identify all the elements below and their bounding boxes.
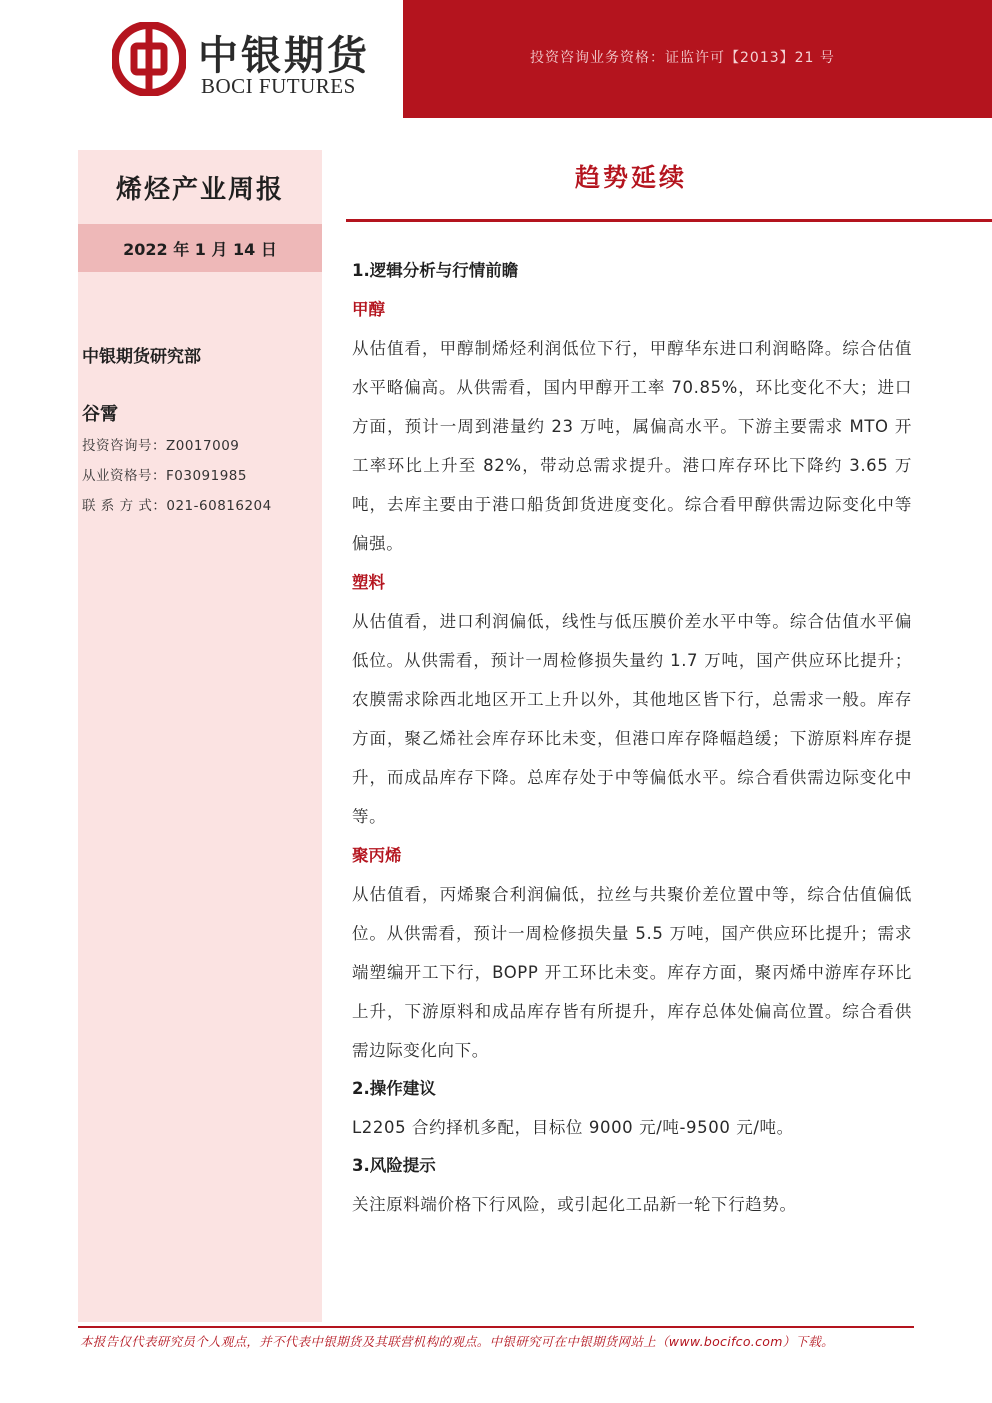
section-heading-analysis: 1.逻辑分析与行情前瞻 <box>352 261 519 280</box>
paragraph-plastic: 从估值看，进口利润偏低，线性与低压膜价差水平中等。综合估值水平偏低位。从供需看，预计一周检修损失量约 1.7 万吨，国产供应环比提升；农膜需求除西北地区开工上升以外，其他地区皆下行，总需求一般。库存方面，聚乙烯社会库存环比未变，但港口库存降幅趋缓；下游原料库存提升，而成品库存下降。总库存处于中等偏低水平。综合看供需边际变化中等。 <box>352 612 912 826</box>
author-name: 谷霄 <box>82 404 118 425</box>
consult-number: 投资咨询号：Z0017009 <box>82 438 240 454</box>
section-heading-advice: 2.操作建议 <box>352 1079 436 1098</box>
title-divider <box>346 219 992 222</box>
license-text: 投资咨询业务资格：证监许可【2013】21 号 <box>530 50 835 66</box>
report-body <box>352 252 912 1224</box>
paragraph-polypropylene: 从估值看，丙烯聚合利润偏低，拉丝与共聚价差位置中等，综合估值偏低位。从供需看，预计一周检修损失量 5.5 万吨，国产供应环比提升；需求端塑编开工下行，BOPP 开工环比未变。库存方面，聚丙烯中游库存环比上升，下游原料和成品库存皆有所提升，库存总体处偏高位置。综合看供需边际变化向下。 <box>352 885 912 1060</box>
logo-text-cn: 中银期货 <box>198 32 370 79</box>
footer-disclaimer: 本报告仅代表研究员个人观点，并不代表中银期货及其联营机构的观点。中银研究可在中银期货网站上（www.bocifco.com）下载。 <box>80 1334 834 1349</box>
qualification-number: 从业资格号：F03091985 <box>82 468 247 484</box>
subsection-heading-polypropylene: 聚丙烯 <box>352 846 402 865</box>
boc-logo-icon <box>112 22 186 96</box>
logo-text-en: BOCI FUTURES <box>201 74 356 98</box>
page-title: 趋势延续 <box>574 163 687 192</box>
report-date: 2022 年 1 月 14 日 <box>78 224 322 272</box>
contact-phone: 联 系 方 式：021-60816204 <box>82 498 272 514</box>
footer-divider <box>78 1326 914 1328</box>
paragraph-risk: 关注原料端价格下行风险，或引起化工品新一轮下行趋势。 <box>352 1195 797 1214</box>
report-title: 烯烃产业周报 <box>115 174 284 205</box>
subsection-heading-plastic: 塑料 <box>352 573 385 592</box>
department: 中银期货研究部 <box>82 347 201 367</box>
subsection-heading-methanol: 甲醇 <box>352 300 385 319</box>
paragraph-methanol: 从估值看，甲醇制烯烃利润低位下行，甲醇华东进口利润略降。综合估值水平略偏高。从供需看，国内甲醇开工率 70.85%，环比变化不大；进口方面，预计一周到港量约 23 万吨，属偏高水平。下游主要需求 MTO 开工率环比上升至 82%，带动总需求提升。港口库存环比下降约 3.65 万吨，去库主要由于港口船货卸货进度变化。综合看甲醇供需边际变化中等偏强。 <box>352 339 912 553</box>
section-heading-risk: 3.风险提示 <box>352 1156 436 1175</box>
paragraph-advice: L2205 合约择机多配，目标位 9000 元/吨-9500 元/吨。 <box>352 1118 794 1137</box>
page-header <box>0 0 992 118</box>
sidebar <box>78 150 322 1322</box>
